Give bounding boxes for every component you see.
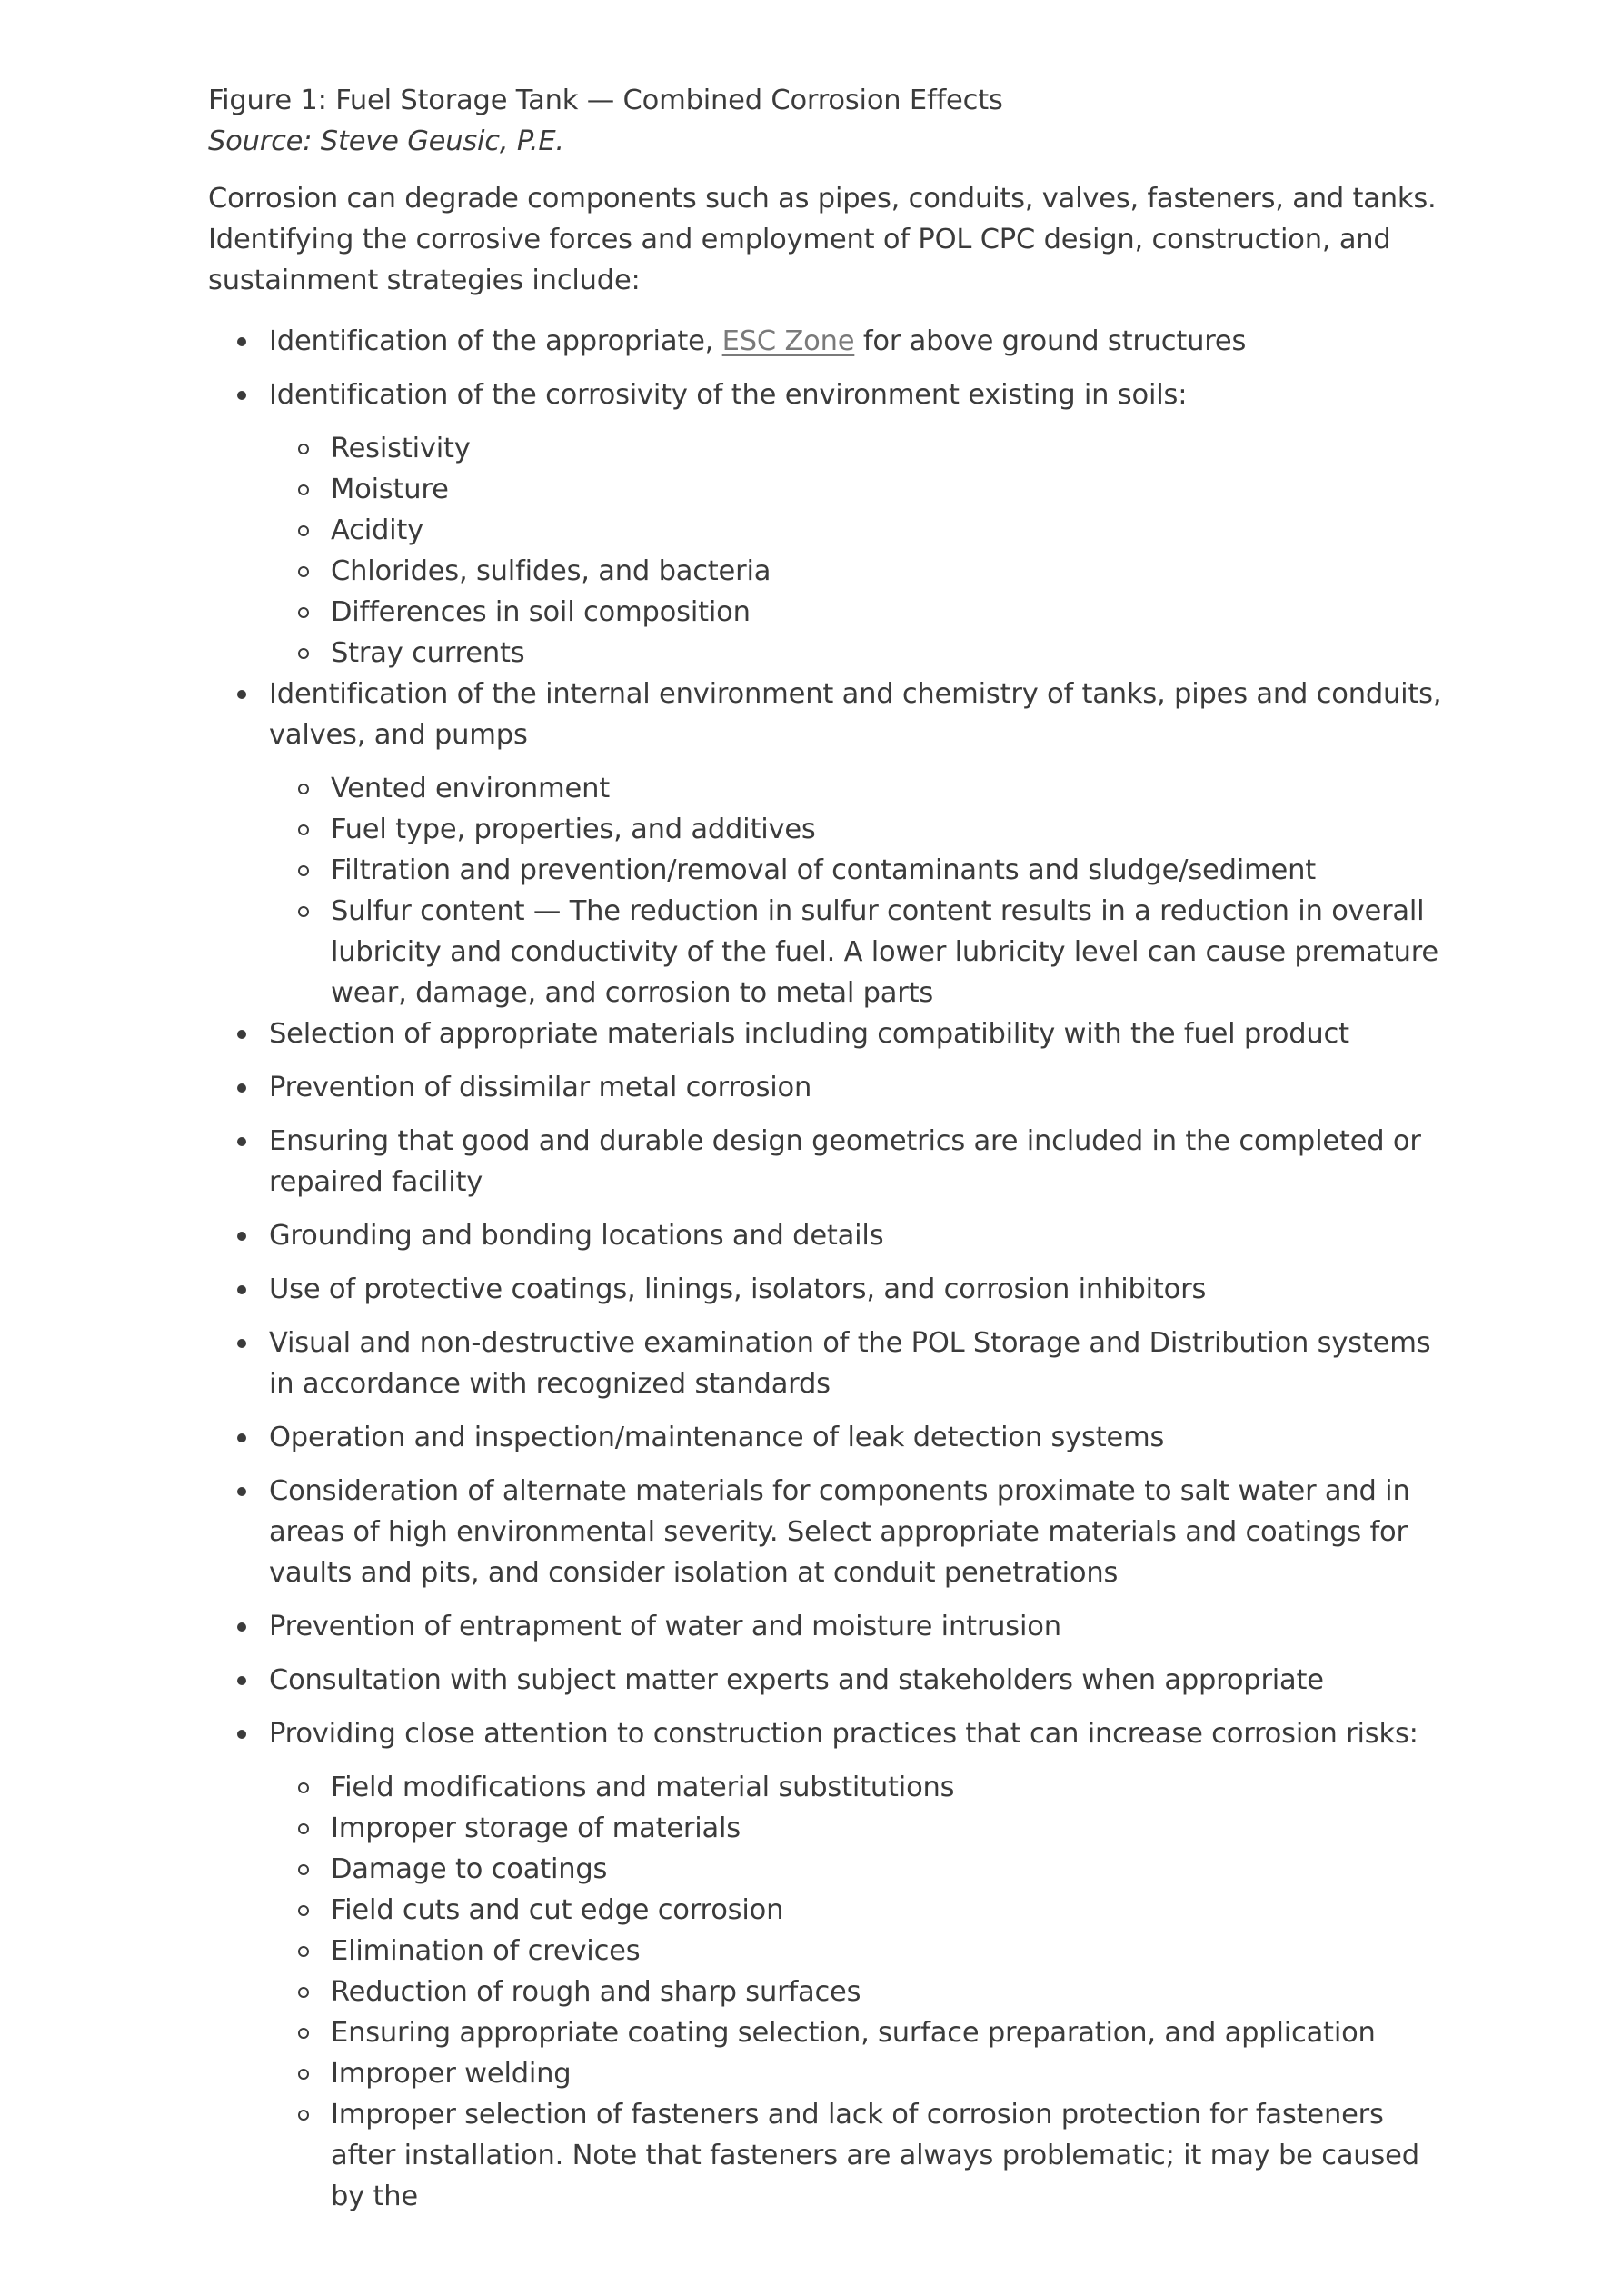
sub-list-item-text: Improper storage of materials <box>331 1812 741 1844</box>
circle-bullet-icon <box>298 1782 309 1793</box>
circle-bullet-icon <box>298 865 309 876</box>
circle-bullet-icon <box>298 1905 309 1916</box>
circle-bullet-icon <box>298 566 309 577</box>
soil-factors-sublist <box>269 428 1444 674</box>
figure-source: Source: Steve Geusic, P.E. <box>208 125 564 157</box>
list-item-text: Operation and inspection/maintenance of leak detection systems <box>269 1422 1165 1453</box>
circle-bullet-icon <box>298 444 309 454</box>
sub-list-item-text: Chlorides, sulfides, and bacteria <box>331 555 771 587</box>
sub-list-item <box>269 1972 1444 2012</box>
bullet-icon <box>237 1083 246 1093</box>
sub-list-item <box>269 1890 1444 1931</box>
list-item-text: Identification of the corrosivity of the environment existing in soils: <box>269 379 1188 411</box>
sub-list-item <box>269 1931 1444 1972</box>
sub-list-item-text: Improper welding <box>331 2058 572 2090</box>
sub-list-item <box>269 469 1444 510</box>
sub-list-item <box>269 768 1444 809</box>
circle-bullet-icon <box>298 1987 309 1998</box>
circle-bullet-icon <box>298 2110 309 2121</box>
sub-list-item <box>269 850 1444 891</box>
bullet-icon <box>237 1137 246 1146</box>
sub-list-item-text: Fuel type, properties, and additives <box>331 814 816 845</box>
sub-list-item <box>269 2012 1444 2053</box>
sub-list-item-text: Field modifications and material substitutions <box>331 1772 955 1803</box>
construction-risks-sublist <box>269 1767 1444 2217</box>
bullet-icon <box>237 690 246 699</box>
sub-list-item-text: Filtration and prevention/removal of contaminants and sludge/sediment <box>331 854 1316 886</box>
sub-list-item-text: Elimination of crevices <box>331 1935 641 1967</box>
list-item-text-after: for above ground structures <box>854 325 1247 357</box>
sub-list-item <box>269 633 1444 674</box>
list-item-text: Selection of appropriate materials including compatibility with the fuel product <box>269 1018 1349 1050</box>
bullet-icon <box>237 337 246 346</box>
bullet-icon <box>237 1030 246 1039</box>
circle-bullet-icon <box>298 824 309 835</box>
list-item-text: Consultation with subject matter experts and stakeholders when appropriate <box>269 1664 1324 1696</box>
circle-bullet-icon <box>298 1864 309 1875</box>
circle-bullet-icon <box>298 484 309 495</box>
bullet-icon <box>237 1232 246 1241</box>
list-item <box>208 321 1444 362</box>
sub-list-item <box>269 2053 1444 2094</box>
sub-list-item-text: Resistivity <box>331 433 471 464</box>
sub-list-item-text: Ensuring appropriate coating selection, surface preparation, and application <box>331 2017 1376 2049</box>
circle-bullet-icon <box>298 525 309 536</box>
intro-paragraph: Corrosion can degrade components such as pipes, conduits, valves, fasteners, and tanks. Identifying the corrosive forces and employment of POL CPC design, construction, and sustainment strategies include: <box>208 183 1437 296</box>
list-item <box>208 1215 1444 1256</box>
list-item-text: Identification of the internal environment and chemistry of tanks, pipes and conduits, valves, and pumps <box>269 678 1442 751</box>
list-item <box>208 1013 1444 1054</box>
circle-bullet-icon <box>298 648 309 659</box>
list-item <box>208 1471 1444 1593</box>
sub-list-item <box>269 592 1444 633</box>
list-item-text: Prevention of dissimilar metal corrosion <box>269 1072 812 1103</box>
bullet-icon <box>237 1433 246 1442</box>
strategy-list <box>208 321 1444 2217</box>
esc-zone-link[interactable]: ESC Zone <box>721 325 855 357</box>
circle-bullet-icon <box>298 1946 309 1957</box>
list-item <box>208 374 1444 674</box>
sub-list-item <box>269 809 1444 850</box>
sub-list-item <box>269 428 1444 469</box>
list-item <box>208 1660 1444 1701</box>
circle-bullet-icon <box>298 906 309 917</box>
sub-list-item-text: Sulfur content — The reduction in sulfur content results in a reduction in overall lubricity and conductivity of the fuel. A lower lubricity level can cause premature wear, damage, and corrosion to metal parts <box>331 895 1438 1009</box>
list-item-text-before: Identification of the appropriate, <box>269 325 722 357</box>
sub-list-item <box>269 1767 1444 1808</box>
list-item-text: Ensuring that good and durable design geometrics are included in the completed or repaired facility <box>269 1125 1421 1198</box>
bullet-icon <box>237 1487 246 1496</box>
sub-list-item <box>269 1849 1444 1890</box>
list-item-text: Prevention of entrapment of water and moisture intrusion <box>269 1611 1061 1642</box>
sub-list-item <box>269 891 1444 1013</box>
list-item <box>208 1067 1444 1108</box>
sub-list-item <box>269 1808 1444 1849</box>
list-item <box>208 1323 1444 1404</box>
sub-list-item-text: Damage to coatings <box>331 1853 608 1885</box>
list-item <box>208 1417 1444 1458</box>
bullet-icon <box>237 1622 246 1632</box>
sub-list-item-text: Moisture <box>331 474 449 505</box>
list-item <box>208 1269 1444 1310</box>
list-item-text: Consideration of alternate materials for components proximate to salt water and in areas of high environmental severity. Select appropriate materials and coatings for vaults and pits, and consider isolation at conduit penetrations <box>269 1475 1410 1589</box>
sub-list-item <box>269 2094 1444 2217</box>
bullet-icon <box>237 1285 246 1294</box>
bullet-icon <box>237 1339 246 1348</box>
sub-list-item-text: Vented environment <box>331 773 611 804</box>
circle-bullet-icon <box>298 607 309 618</box>
sub-list-item <box>269 551 1444 592</box>
list-item-text: Grounding and bonding locations and details <box>269 1220 884 1252</box>
bullet-icon <box>237 391 246 400</box>
list-item-text: Use of protective coatings, linings, isolators, and corrosion inhibitors <box>269 1273 1207 1305</box>
figure-caption: Figure 1: Fuel Storage Tank — Combined Corrosion Effects <box>208 85 1003 116</box>
sub-list-item-text: Stray currents <box>331 637 525 669</box>
document-page <box>208 80 1444 2217</box>
circle-bullet-icon <box>298 2028 309 2039</box>
bullet-icon <box>237 1730 246 1739</box>
list-item <box>208 674 1444 1013</box>
list-item-text: Visual and non-destructive examination of the POL Storage and Distribution systems in accordance with recognized standards <box>269 1327 1431 1400</box>
sub-list-item-text: Differences in soil composition <box>331 596 751 628</box>
sub-list-item <box>269 510 1444 551</box>
list-item <box>208 1713 1444 2217</box>
circle-bullet-icon <box>298 2069 309 2080</box>
sub-list-item-text: Acidity <box>331 514 424 546</box>
circle-bullet-icon <box>298 1823 309 1834</box>
internal-environment-sublist <box>269 768 1444 1013</box>
list-item <box>208 1606 1444 1647</box>
list-item-text: Providing close attention to construction practices that can increase corrosion risks: <box>269 1718 1418 1750</box>
sub-list-item-text: Field cuts and cut edge corrosion <box>331 1894 784 1926</box>
list-item <box>208 1121 1444 1203</box>
bullet-icon <box>237 1676 246 1685</box>
sub-list-item-text: Reduction of rough and sharp surfaces <box>331 1976 861 2008</box>
sub-list-item-text: Improper selection of fasteners and lack of corrosion protection for fasteners after installation. Note that fasteners are always problematic; it may be caused by the <box>331 2099 1419 2212</box>
circle-bullet-icon <box>298 784 309 794</box>
